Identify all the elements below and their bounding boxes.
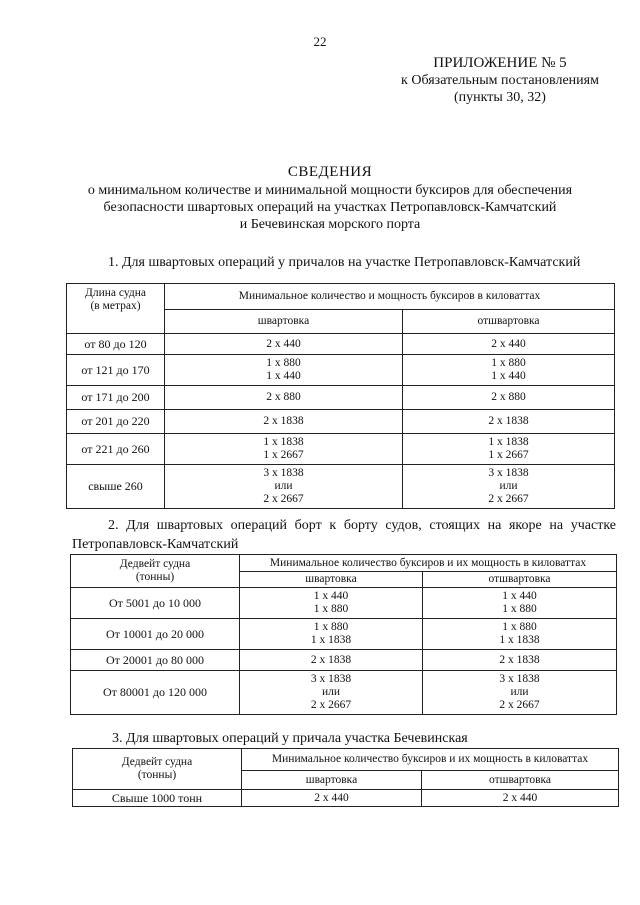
- cell-mooring: [240, 619, 423, 650]
- header-dwt-line-1: Дедвейт судна: [121, 756, 193, 768]
- cell-mooring: [240, 588, 423, 619]
- row-category: От 10001 до 20 000: [71, 619, 240, 650]
- cell-unmooring: [423, 650, 617, 671]
- cell-mooring: [240, 650, 423, 671]
- cell-unmooring: [403, 334, 615, 355]
- table-row: [67, 355, 615, 386]
- row-category: От 5001 до 10 000: [71, 588, 240, 619]
- row-category: От 20001 до 80 000: [71, 650, 240, 671]
- row-category: От 80001 до 120 000: [71, 671, 240, 715]
- cell-unmooring: [403, 465, 615, 509]
- cell-value: 3 x 1838: [488, 467, 529, 479]
- cell-value: 2 x 1838: [488, 415, 529, 427]
- section-1-title: 1. Для швартовых операций у причалов на участке Петропавловск-Камчатский: [108, 255, 581, 270]
- cell-value: 1 x 880: [502, 621, 537, 633]
- cell-value: 2 x 1838: [263, 415, 304, 427]
- table-row: [73, 790, 619, 807]
- cell-value: 1 x 1838: [310, 634, 352, 646]
- cell-unmooring: [423, 588, 617, 619]
- cell-value: 2 x 440: [502, 791, 538, 804]
- section-2-title-line-1: 2. Для швартовых операций борт к борту судов, стоящих на якоре на участке: [108, 518, 616, 533]
- header-mooring: швартовка: [240, 572, 423, 588]
- section-1-table: [66, 283, 615, 509]
- table-row: [71, 619, 617, 650]
- cell-value: 1 x 440: [313, 590, 349, 602]
- cell-unmooring: [403, 434, 615, 465]
- cell-unmooring: [423, 619, 617, 650]
- cell-mooring: [165, 434, 403, 465]
- cell-mooring: [165, 386, 403, 410]
- header-length-line-2: (в метрах): [90, 300, 141, 312]
- cell-value: или: [274, 480, 293, 492]
- cell-value: 2 x 1838: [499, 653, 540, 666]
- cell-unmooring: [422, 790, 619, 807]
- appendix-block: [380, 55, 620, 106]
- row-category: от 201 до 220: [67, 410, 165, 434]
- cell-value: 2 x 2667: [263, 493, 304, 505]
- cell-value: или: [321, 686, 341, 698]
- cell-value: 2 x 440: [266, 337, 301, 350]
- cell-value: 3 x 1838: [263, 467, 304, 479]
- appendix-title: ПРИЛОЖЕНИЕ № 5: [433, 55, 567, 71]
- table-row: [67, 334, 615, 355]
- cell-value: или: [499, 480, 518, 492]
- cell-value: 2 x 2667: [310, 699, 352, 711]
- cell-value: 1 x 2667: [488, 449, 529, 461]
- table-row: [67, 465, 615, 509]
- row-category: свыше 260: [67, 465, 165, 509]
- table-row: [71, 671, 617, 715]
- cell-value: 2 x 1838: [310, 653, 352, 666]
- section-3-table: [72, 748, 619, 807]
- cell-unmooring: [403, 410, 615, 434]
- header-dwt-line-1: Дедвейт судна: [119, 558, 191, 570]
- row-category: от 221 до 260: [67, 434, 165, 465]
- header-group: Минимальное количество и мощность буксиров в киловаттах: [165, 284, 615, 310]
- cell-mooring: [165, 410, 403, 434]
- header-mooring: швартовка: [165, 310, 403, 334]
- cell-unmooring: [403, 355, 615, 386]
- row-category: от 121 до 170: [67, 355, 165, 386]
- appendix-line-3: (пункты 30, 32): [454, 90, 546, 105]
- header-unmooring: отшвартовка: [403, 310, 615, 334]
- cell-value: 1 x 1838: [263, 436, 304, 448]
- table-row: [67, 410, 615, 434]
- header-dwt-line-2: (тонны): [137, 769, 177, 781]
- cell-value: 1 x 440: [266, 370, 301, 382]
- row-category: от 80 до 120: [67, 334, 165, 355]
- cell-mooring: [242, 790, 422, 807]
- cell-value: 3 x 1838: [310, 673, 352, 685]
- cell-value: 1 x 880: [266, 357, 301, 369]
- cell-mooring: [165, 334, 403, 355]
- cell-value: 1 x 880: [491, 357, 526, 369]
- cell-mooring: [165, 355, 403, 386]
- header-dwt-line-2: (тонны): [135, 571, 175, 583]
- section-2-title-line-2: Петропавловск-Камчатский: [72, 537, 239, 552]
- cell-value: 2 x 440: [314, 791, 349, 804]
- cell-value: 1 x 440: [491, 370, 526, 382]
- cell-unmooring: [423, 671, 617, 715]
- header-length: [67, 284, 165, 334]
- heading-line-2: о минимальном количестве и минимальной мощности буксиров для обеспечения: [87, 183, 573, 198]
- header-unmooring: отшвартовка: [423, 572, 617, 588]
- document-heading: [60, 164, 600, 233]
- heading-line-4: и Бечевинская морского порта: [239, 217, 421, 232]
- cell-value: 2 x 440: [491, 337, 526, 350]
- cell-value: 2 x 2667: [488, 493, 529, 505]
- header-unmooring: отшвартовка: [422, 771, 619, 790]
- cell-value: 3 x 1838: [499, 673, 540, 685]
- cell-mooring: [240, 671, 423, 715]
- row-category: Свыше 1000 тонн: [73, 790, 242, 807]
- table-row: [67, 434, 615, 465]
- cell-value: или: [510, 686, 529, 698]
- heading-line-3: безопасности швартовых операций на участках Петропавловск-Камчатский: [103, 200, 557, 215]
- header-dwt: [73, 749, 242, 790]
- appendix-line-2: к Обязательным постановлениям: [401, 73, 599, 88]
- cell-value: 1 x 440: [502, 590, 537, 602]
- header-group: Минимальное количество буксиров и их мощность в киловаттах: [240, 555, 617, 572]
- cell-value: 1 x 880: [313, 603, 349, 615]
- header-mooring: швартовка: [242, 771, 422, 790]
- page-number: 22: [313, 34, 327, 49]
- cell-value: 2 x 2667: [499, 699, 540, 711]
- row-category: от 171 до 200: [67, 386, 165, 410]
- section-3-title: 3. Для швартовых операций у причала участка Бечевинская: [112, 731, 468, 746]
- cell-unmooring: [403, 386, 615, 410]
- table-row: [71, 588, 617, 619]
- section-2-table: [70, 554, 617, 715]
- cell-value: 1 x 880: [502, 603, 537, 615]
- table-row: [71, 650, 617, 671]
- cell-mooring: [165, 465, 403, 509]
- cell-value: 1 x 1838: [488, 436, 529, 448]
- cell-value: 1 x 1838: [499, 634, 540, 646]
- header-dwt: [71, 555, 240, 588]
- heading-title: СВЕДЕНИЯ: [287, 164, 373, 180]
- cell-value: 1 x 880: [313, 621, 349, 633]
- cell-value: 1 x 2667: [263, 449, 304, 461]
- cell-value: 2 x 880: [491, 391, 526, 403]
- header-length-line-1: Длина судна: [85, 287, 146, 299]
- header-group: Минимальное количество буксиров и их мощность в киловаттах: [242, 749, 619, 771]
- table-row: [67, 386, 615, 410]
- cell-value: 2 x 880: [266, 391, 301, 403]
